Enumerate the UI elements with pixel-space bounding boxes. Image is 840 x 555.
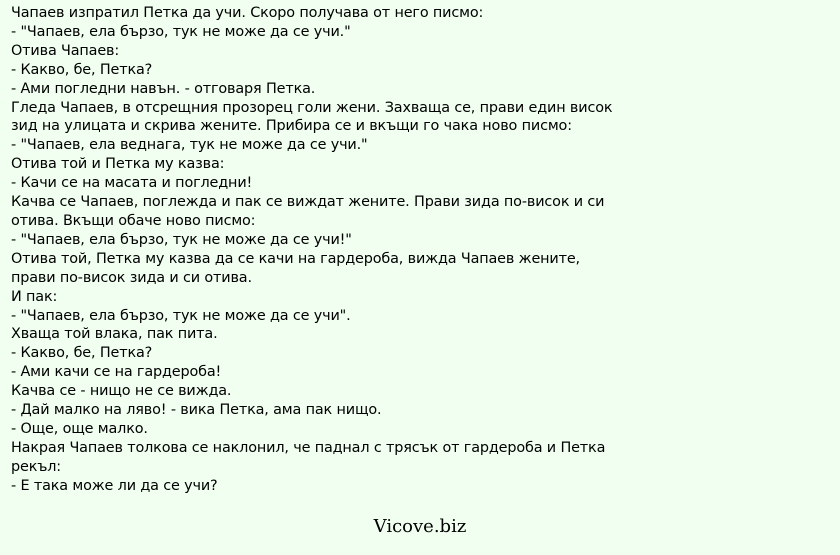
joke-line: - Дай малко на ляво! - вика Петка, ама пак нищо.	[11, 402, 382, 419]
joke-line: Качва се - нищо не се вижда.	[11, 383, 232, 400]
joke-line: Отива Чапаев:	[11, 42, 120, 59]
joke-line: - Какво, бе, Петка?	[11, 345, 153, 362]
joke-line: Хваща той влака, пак пита.	[11, 326, 218, 343]
joke-line: - "Чапаев, ела бързо, тук не може да се учи."	[11, 23, 351, 40]
joke-line: Гледа Чапаев, в отсрещния прозорец голи жени. Захваща се, прави един висок	[11, 99, 613, 116]
joke-line: Качва се Чапаев, поглежда и пак се виждат жените. Прави зида по-висок и си	[11, 194, 605, 211]
joke-line: - "Чапаев, ела бързо, тук не може да се учи".	[11, 307, 351, 324]
site-name: Vicove.biz	[373, 516, 467, 537]
joke-line: - "Чапаев, ела веднага, тук не може да се учи."	[11, 137, 368, 154]
joke-line: - Ами погледни навън. - отговаря Петка.	[11, 80, 316, 97]
joke-line: рекъл:	[11, 458, 61, 475]
joke-line: - "Чапаев, ела бързо, тук не може да се учи!"	[11, 231, 352, 248]
joke-line: отива. Вкъщи обаче ново писмо:	[11, 212, 256, 229]
joke-line: зид на улицата и скрива жените. Прибира се и вкъщи го чака ново писмо:	[11, 118, 572, 135]
joke-line: прави по-висок зида и си отива.	[11, 269, 252, 286]
joke-line: - Още, още малко.	[11, 420, 148, 437]
joke-line: - Е така може ли да се учи?	[11, 477, 218, 494]
joke-line: - Ами качи се на гардероба!	[11, 364, 222, 381]
joke-line: Отива той и Петка му казва:	[11, 156, 225, 173]
joke-line: - Качи се на масата и погледни!	[11, 175, 253, 192]
joke-line: И пак:	[11, 288, 58, 305]
joke-line: Накрая Чапаев толкова се наклонил, че паднал с трясък от гардероба и Петка	[11, 439, 606, 456]
joke-line: - Какво, бе, Петка?	[11, 61, 153, 78]
joke-line: Чапаев изпратил Петка да учи. Скоро получава от него писмо:	[11, 5, 484, 21]
joke-line: Отива той, Петка му казва да се качи на гардероба, вижда Чапаев жените,	[11, 250, 580, 267]
joke-text	[11, 4, 611, 496]
